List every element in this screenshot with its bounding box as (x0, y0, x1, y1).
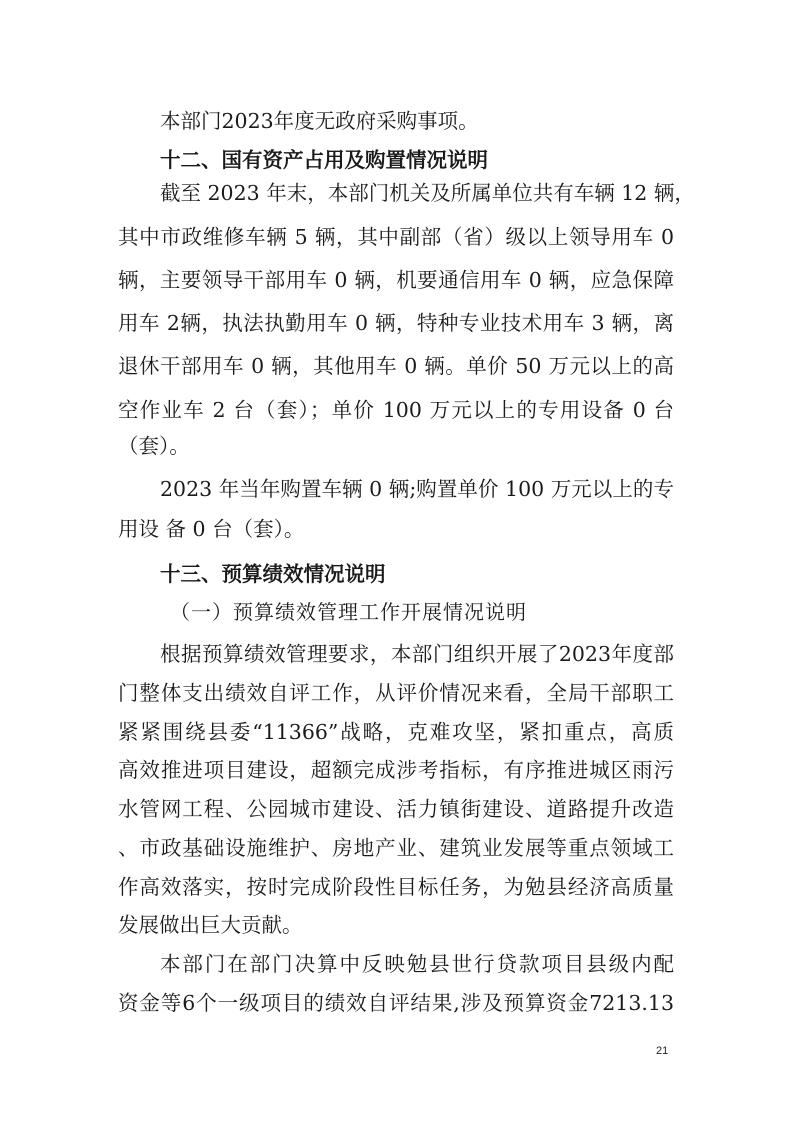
paragraph-vehicles-line: 空作业车 2 台（套）；单价 100 万元以上的专用设备 0 台 (118, 398, 674, 422)
paragraph-performance-line: 水管网工程、公园城市建设、活力镇街建设、道路提升改造 (118, 797, 674, 821)
paragraph-vehicles-line: 退休干部用车 0 辆，其他用车 0 辆。单价 50 万元以上的高 (118, 354, 674, 378)
paragraph-vehicles-line: 辆，主要领导干部用车 0 辆，机要通信用车 0 辆，应急保障 (118, 268, 674, 292)
section-heading-13: 十三、预算绩效情况说明 (160, 562, 386, 586)
paragraph-vehicles-line: 用车 2辆，执法执勤用车 0 辆，特种专业技术用车 3 辆，离 (118, 311, 674, 335)
paragraph-procurement-line: 本部门2023年度无政府采购事项。 (160, 109, 479, 133)
section-heading-12: 十二、国有资产占用及购置情况说明 (160, 148, 488, 172)
paragraph-vehicles-line: （套）。 (118, 434, 190, 458)
page-number: 21 (656, 1045, 669, 1057)
paragraph-performance-line: 根据预算绩效管理要求，本部门组织开展了2023年度部 (160, 642, 674, 666)
paragraph-performance-line: 门整体支出绩效自评工作，从评价情况来看，全局干部职工 (118, 681, 674, 705)
paragraph-vehicles-line: 截至 2023 年末，本部门机关及所属单位共有车辆 12 辆， (160, 181, 695, 205)
paragraph-projects-line: 本部门在部门决算中反映勉县世行贷款项目县级内配 (160, 952, 674, 976)
paragraph-performance-line: 发展做出巨大贡献。 (118, 913, 303, 937)
subsection-heading-13-1: （一）预算绩效管理工作开展情况说明 (170, 600, 527, 624)
paragraph-performance-line: 作高效落实，按时完成阶段性目标任务，为勉县经济高质量 (118, 875, 674, 899)
paragraph-performance-line: 高效推进项目建设，超额完成涉考指标，有序推进城区雨污 (118, 758, 674, 782)
paragraph-performance-line: 紧紧围绕县委“11366”战略，克难攻坚，紧扣重点，高质 (118, 720, 674, 744)
paragraph-projects-line: 资金等6个一级项目的绩效自评结果,涉及预算资金7213.13 (118, 991, 674, 1015)
paragraph-purchases-line: 用设 备 0 台（套）。 (118, 517, 305, 541)
paragraph-vehicles-line: 其中市政维修车辆 5 辆，其中副部（省）级以上领导用车 0 (118, 225, 674, 249)
paragraph-performance-line: 、市政基础设施维护、房地产业、建筑业发展等重点领域工 (118, 836, 674, 860)
paragraph-purchases-line: 2023 年当年购置车辆 0 辆;购置单价 100 万元以上的专 (160, 477, 674, 501)
